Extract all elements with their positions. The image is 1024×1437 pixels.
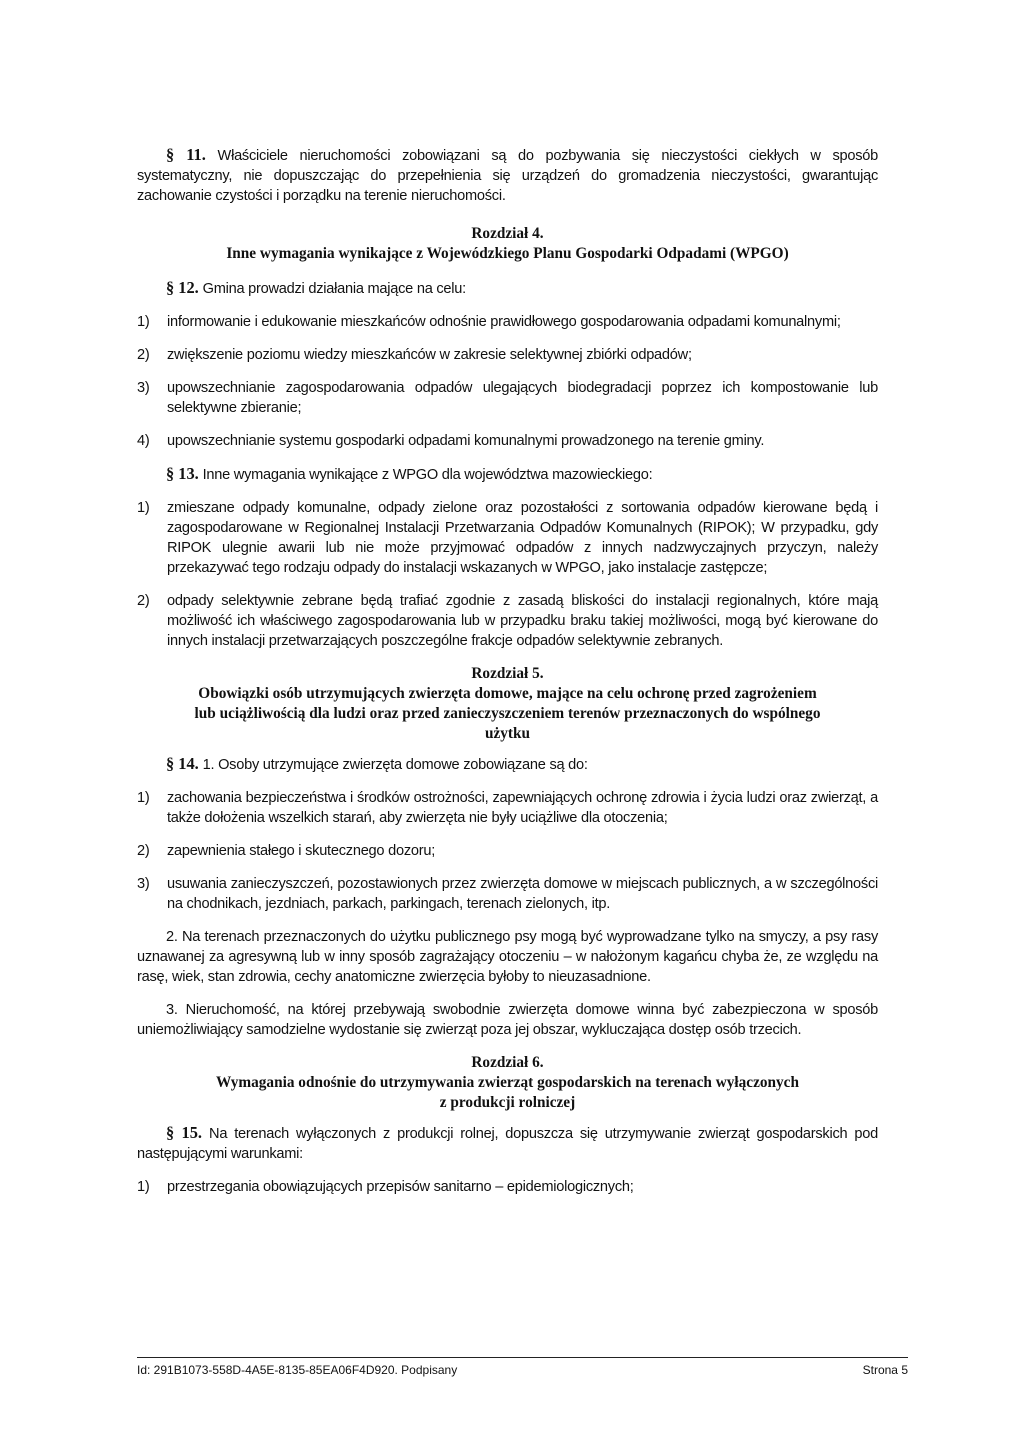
section-14-point-3: 3. Nieruchomość, na której przebywają swobodnie zwierzęta domowe winna być zabezpieczona w sposób uniemożliwiający samodzielne wydostanie się zwierząt poza jej obszar, wykluczająca dostęp osób trzecich. bbox=[137, 1002, 878, 1038]
list-item bbox=[137, 312, 878, 332]
item-number: 1) bbox=[137, 1179, 150, 1195]
subsection-number: 1. bbox=[202, 757, 215, 773]
list-item bbox=[137, 1177, 878, 1197]
page-footer bbox=[137, 1357, 908, 1377]
list-item bbox=[137, 498, 878, 578]
section-11 bbox=[137, 145, 878, 206]
section-text: Gmina prowadzi działania mające na celu: bbox=[202, 281, 466, 297]
item-text: zapewnienia stałego i skutecznego dozoru; bbox=[167, 843, 436, 859]
chapter-label: Rozdział 4. bbox=[471, 225, 544, 242]
item-text: zwiększenie poziomu wiedzy mieszkańców w zakresie selektywnej zbiórki odpadów; bbox=[167, 347, 692, 363]
section-number: § 14. bbox=[166, 754, 199, 773]
list-item bbox=[137, 788, 878, 828]
item-number: 1) bbox=[137, 500, 150, 516]
list-item bbox=[137, 591, 878, 651]
item-text: upowszechnianie zagospodarowania odpadów ulegających biodegradacji poprzez ich kompostowanie lub selektywne zbieranie; bbox=[167, 380, 878, 416]
section-14-point-2: 2. Na terenach przeznaczonych do użytku publicznego psy mogą być wyprowadzane tylko na smyczy, a psy rasy uznawanej za agresywną lub w inny sposób zagrażający otoczeniu – w nałożonym kagańcu chyba że, ze względu na rasę, wiek, stan zdrowia, cechy anatomiczne zwierzęcia byłoby to nieuzasadnione. bbox=[137, 929, 878, 985]
chapter-4-heading bbox=[137, 224, 878, 264]
section-number: § 11. bbox=[166, 145, 206, 164]
chapter-title-line-2: z produkcji rolniczej bbox=[439, 1094, 576, 1111]
section-text: Na terenach wyłączonych z produkcji rolnej, dopuszcza się utrzymywanie zwierząt gospodarskich pod następującymi warunkami: bbox=[137, 1126, 878, 1162]
chapter-title-line-3: użytku bbox=[484, 725, 531, 742]
section-text: Osoby utrzymujące zwierzęta domowe zobowiązane są do: bbox=[218, 757, 588, 773]
item-number: 1) bbox=[137, 790, 150, 806]
document-id: Id: 291B1073-558D-4A5E-8135-85EA06F4D920. Podpisany bbox=[137, 1363, 458, 1377]
item-number: 2) bbox=[137, 843, 150, 859]
item-number: 1) bbox=[137, 314, 150, 330]
section-15 bbox=[137, 1123, 878, 1164]
chapter-label: Rozdział 5. bbox=[471, 665, 544, 682]
item-text: zachowania bezpieczeństwa i środków ostrożności, zapewniających ochronę zdrowia i życia ludzi oraz zwierząt, a także dołożenia wszelkich starań, aby zwierzęta nie były uciążliwe dla otoczenia; bbox=[167, 790, 878, 826]
item-number: 4) bbox=[137, 433, 150, 449]
chapter-title-line-1: Wymagania odnośnie do utrzymywania zwierząt gospodarskich na terenach wyłączonych bbox=[216, 1074, 799, 1091]
section-14 bbox=[137, 754, 878, 775]
chapter-title-line-2: lub uciążliwością dla ludzi oraz przed zanieczyszczeniem terenów przeznaczonych do wspólnego bbox=[194, 705, 821, 722]
list-item bbox=[137, 841, 878, 861]
item-number: 3) bbox=[137, 380, 150, 396]
item-text: odpady selektywnie zebrane będą trafiać zgodnie z zasadą bliskości do instalacji regionalnych, które mają możliwość ich właściwego zagospodarowania lub w przypadku braku takiej możliwości, mogą być kierowane do innych instalacji przetwarzających poszczególne frakcje odpadów selektywnie zebranych. bbox=[167, 593, 878, 649]
chapter-title-line-1: Obowiązki osób utrzymujących zwierzęta domowe, mające na celu ochronę przed zagrożeniem bbox=[198, 685, 817, 702]
item-number: 2) bbox=[137, 593, 150, 609]
chapter-title: Inne wymagania wynikające z Wojewódzkiego Planu Gospodarki Odpadami (WPGO) bbox=[226, 245, 789, 262]
list-item bbox=[137, 874, 878, 914]
section-text: Właściciele nieruchomości zobowiązani są do pozbywania się nieczystości ciekłych w sposób systematyczny, nie dopuszczając do przepełnienia się urządzeń do gromadzenia nieczystości, gwarantując zachowanie czystości i porządku na terenie nieruchomości. bbox=[137, 148, 878, 204]
chapter-label: Rozdział 6. bbox=[471, 1054, 544, 1071]
item-text: przestrzegania obowiązujących przepisów sanitarno – epidemiologicznych; bbox=[167, 1179, 634, 1195]
document-body bbox=[137, 145, 878, 1210]
item-text: upowszechnianie systemu gospodarki odpadami komunalnymi prowadzonego na terenie gminy. bbox=[167, 433, 765, 449]
section-number: § 13. bbox=[166, 464, 199, 483]
item-text: informowanie i edukowanie mieszkańców odnośnie prawidłowego gospodarowania odpadami komunalnymi; bbox=[167, 314, 841, 330]
section-number: § 15. bbox=[166, 1123, 202, 1142]
list-item bbox=[137, 431, 878, 451]
page-number: Strona 5 bbox=[862, 1363, 908, 1377]
section-number: § 12. bbox=[166, 278, 199, 297]
chapter-6-heading bbox=[137, 1053, 878, 1113]
chapter-5-heading bbox=[137, 664, 878, 744]
item-number: 3) bbox=[137, 876, 150, 892]
section-12 bbox=[137, 278, 878, 299]
item-number: 2) bbox=[137, 347, 150, 363]
list-item bbox=[137, 378, 878, 418]
item-text: usuwania zanieczyszczeń, pozostawionych przez zwierzęta domowe w miejscach publicznych, a w szczególności na chodnikach, jezdniach, parkach, parkingach, terenach zielonych, itp. bbox=[167, 876, 878, 912]
list-item bbox=[137, 345, 878, 365]
item-text: zmieszane odpady komunalne, odpady zielone oraz pozostałości z sortowania odpadów kierowane będą i zagospodarowane w Regionalnej Instalacji Przetwarzania Odpadów Komunalnych (RIPOK); W przypadku, gdy RIPOK ulegnie awarii lub nie może przyjmować odpadów z innych nadzwyczajnych przyczyn, należy przekazywać tego rodzaju odpady do instalacji wskazanych w WPGO, jako instalacje zastępcze; bbox=[167, 500, 878, 576]
section-13 bbox=[137, 464, 878, 485]
section-text: Inne wymagania wynikające z WPGO dla województwa mazowieckiego: bbox=[202, 467, 653, 483]
